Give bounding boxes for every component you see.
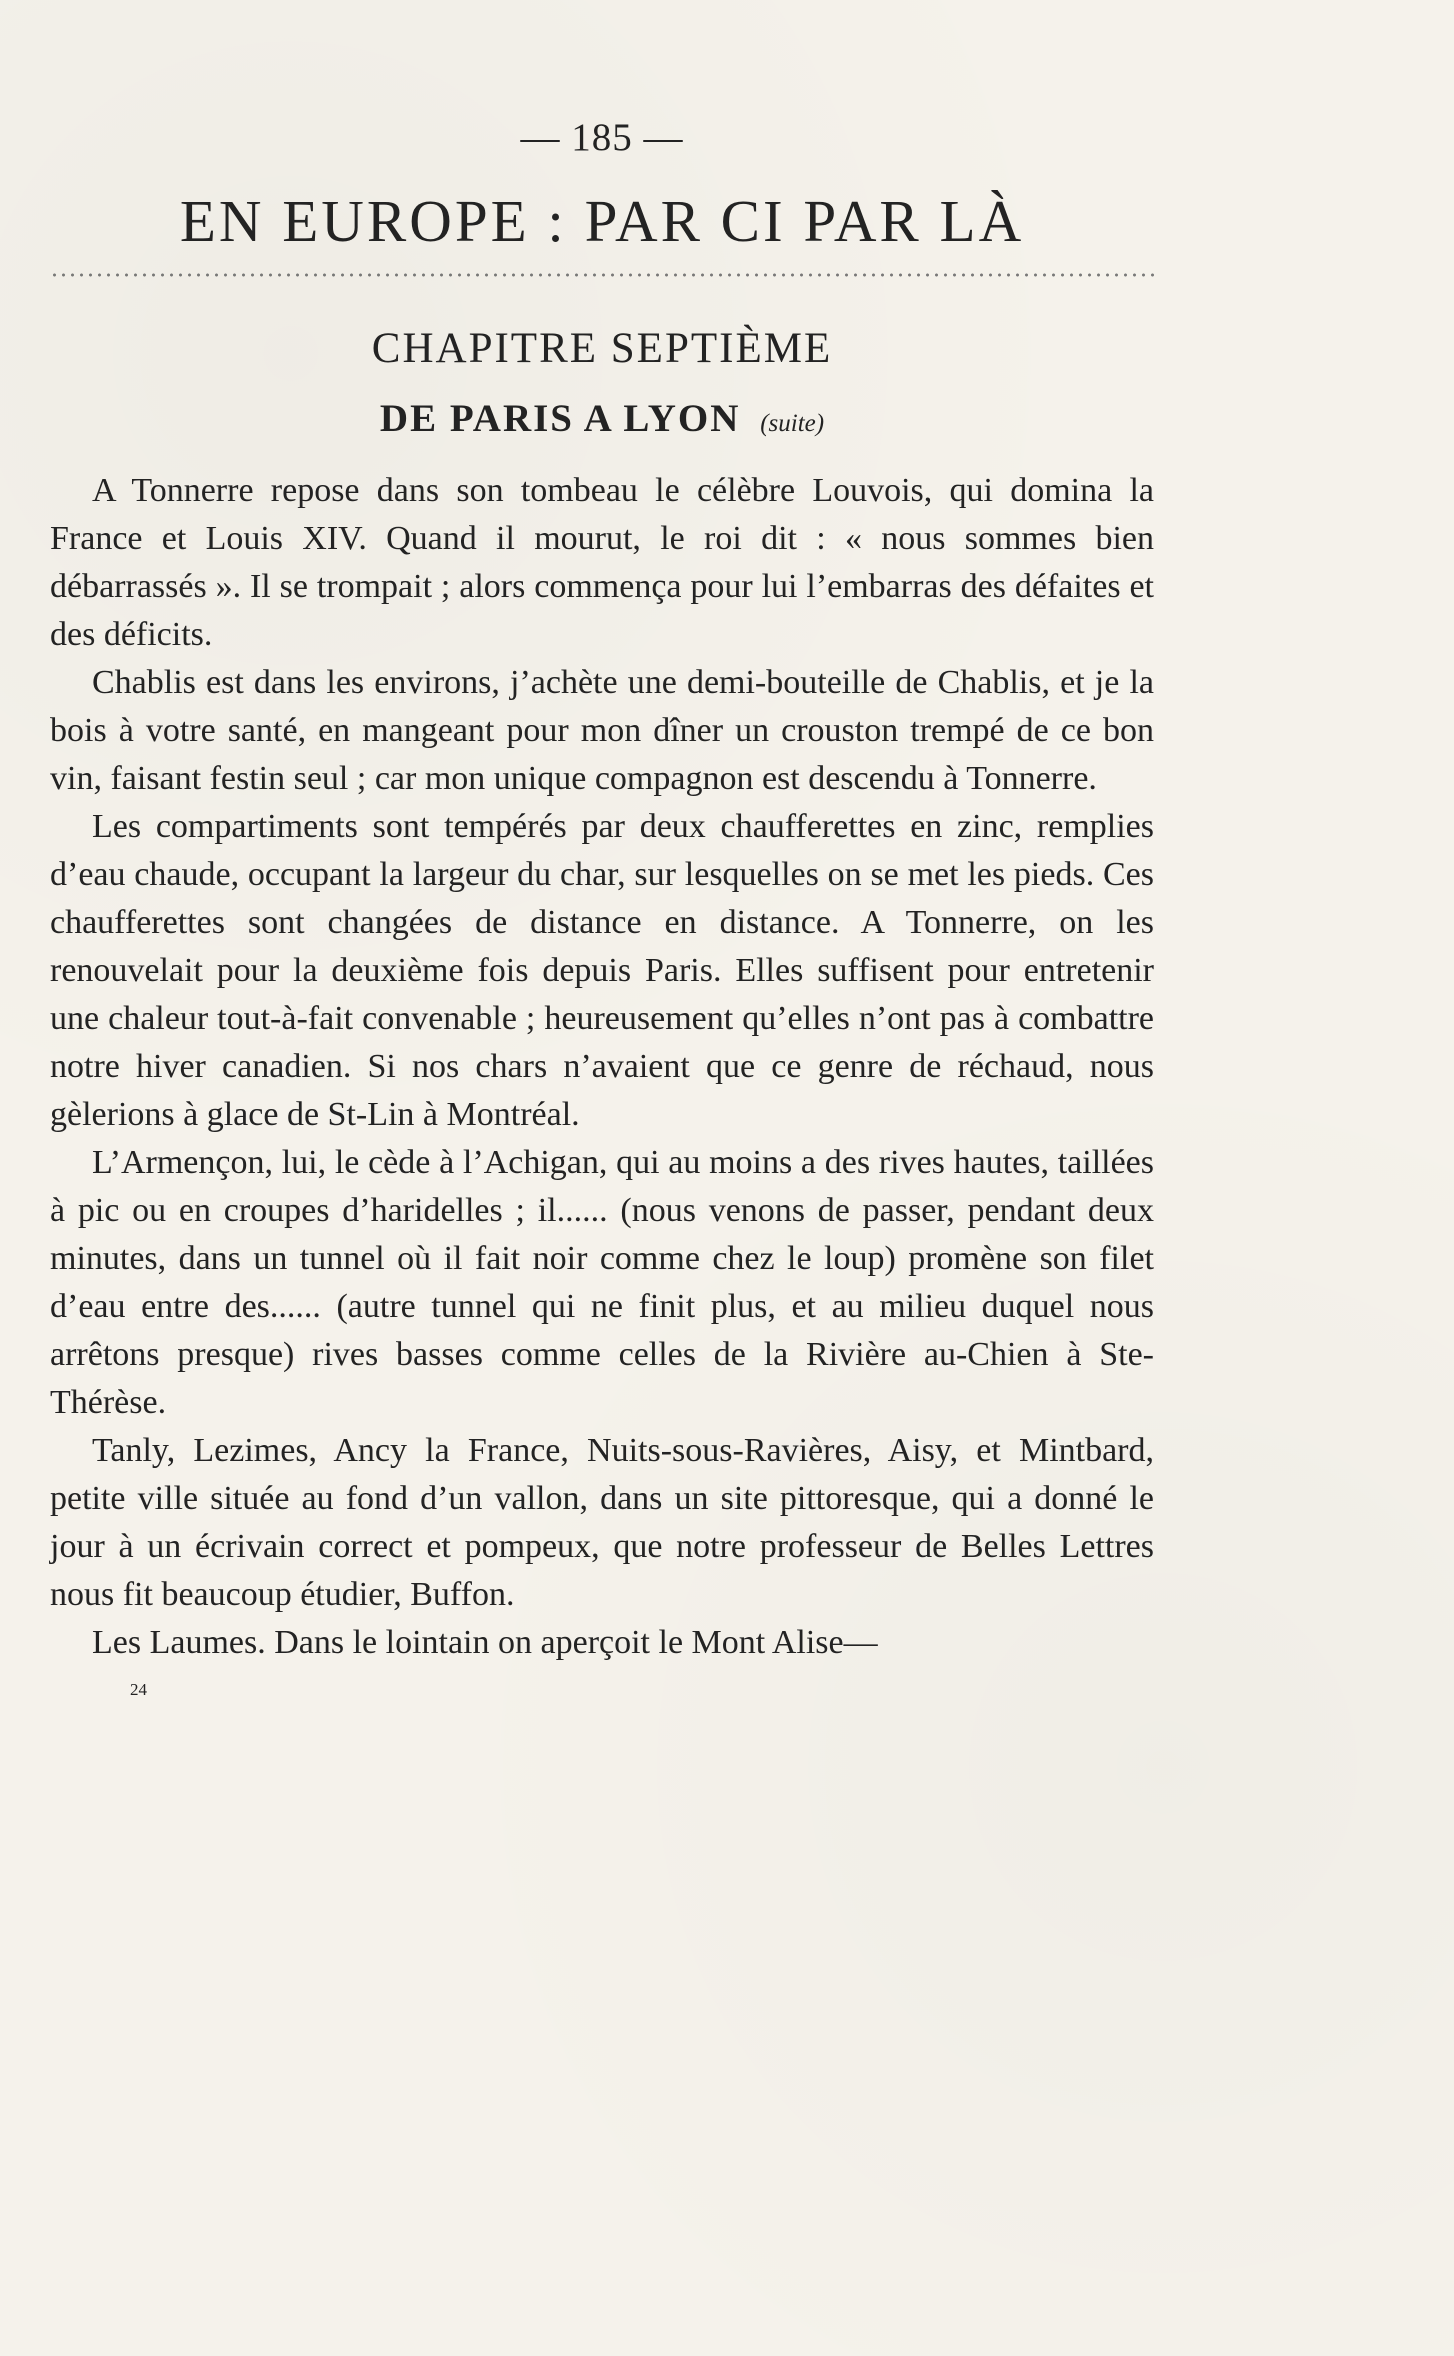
- paragraph: A Tonnerre repose dans son tombeau le célèbre Louvois, qui domina la France et Louis XIV. Quand il mourut, le roi dit : « nous sommes bien débarrassés ». Il se trompait ; alors commença pour lui l’embarras des défaites et des déficits.: [50, 472, 1154, 654]
- section-heading-suffix: (suite): [760, 410, 825, 438]
- paragraph: Les compartiments sont tempérés par deux chaufferettes en zinc, remplies d’eau chaude, occupant la largeur du char, sur lesquelles on se met les pieds. Ces chaufferettes sont changées de distance en distance. A Tonnerre, on les renouvelait pour la deuxième fois depuis Paris. Elles suffisent pour entretenir une chaleur tout-à-fait convenable ; heureusement qu’elles n’ont pas à combattre notre hiver canadien. Si nos chars n’avaient que ce genre de réchaud, nous gèlerions à glace de St-Lin à Montréal.: [50, 808, 1154, 1134]
- chapter-heading: CHAPITRE SEPTIÈME: [371, 324, 833, 372]
- paragraph: Les Laumes. Dans le lointain on aperçoit le Mont Alise—: [92, 1624, 878, 1662]
- body-text: [50, 467, 1154, 1667]
- paragraph: Chablis est dans les environs, j’achète une demi-bouteille de Chablis, et je la bois à votre santé, en mangeant pour mon dîner un crouston trempé de ce bon vin, faisant festin seul ; car mon unique compagnon est descendu à Tonnerre.: [50, 664, 1154, 798]
- section-heading: [50, 398, 1154, 441]
- section-heading-title: DE PARIS A LYON: [379, 397, 741, 441]
- paragraph: L’Armençon, lui, le cède à l’Achigan, qui au moins a des rives hautes, taillées à pic ou en croupes d’haridelles ; il...... (nous venons de passer, pendant deux minutes, dans un tunnel où il fait noir comme chez le loup) promène son filet d’eau entre des...... (autre tunnel qui ne finit plus, et au milieu duquel nous arrêtons presque) rives basses comme celles de la Rivière au-Chien à Ste-Thérèse.: [50, 1144, 1154, 1422]
- paragraph: Tanly, Lezimes, Ancy la France, Nuits-sous-Ravières, Aisy, et Mintbard, petite ville située au fond d’un vallon, dans un site pittoresque, qui a donné le jour à un écrivain correct et pompeux, que notre professeur de Belles Lettres nous fit beaucoup étudier, Buffon.: [50, 1432, 1154, 1614]
- signature-mark: 24: [130, 1680, 147, 1700]
- page-number: — 185 —: [520, 116, 684, 159]
- running-title: EN EUROPE : PAR CI PAR LÀ: [179, 188, 1025, 254]
- dotted-rule: [50, 271, 1154, 279]
